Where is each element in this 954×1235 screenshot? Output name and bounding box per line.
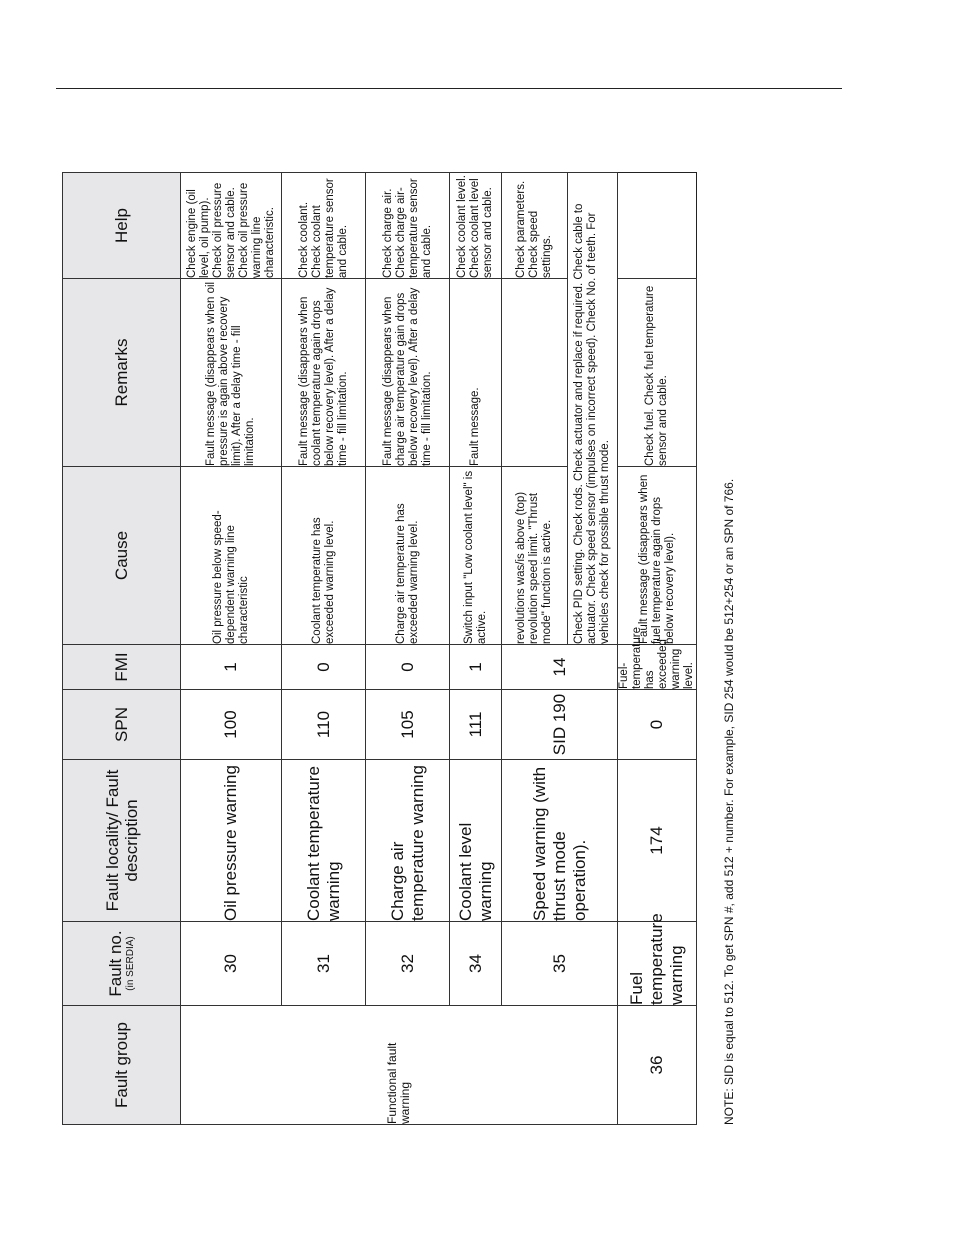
remarks-text: Fault message (disappears when oil pressure is again above recovery limit). After a delay time - fill limitation. xyxy=(181,279,282,467)
fault-table xyxy=(62,172,697,1125)
spn-value: 174 xyxy=(618,760,697,922)
help-text: Check charge air. Check charge air-temperature sensor and cable. xyxy=(366,173,450,279)
fault-no: 32 xyxy=(366,922,450,1006)
spn-value: 111 xyxy=(450,690,502,760)
help-text: Check coolant. Check coolant temperature sensor and cable. xyxy=(282,173,366,279)
header-spn: SPN xyxy=(63,690,181,760)
table-row xyxy=(450,173,502,1125)
help-text: Check coolant level. Check coolant level sensor and cable. xyxy=(450,173,502,279)
fmi-value: 0 xyxy=(282,645,366,690)
fmi-value: 0 xyxy=(618,690,697,760)
spn-value: 105 xyxy=(366,690,450,760)
cause-text: Fuel-temperature has exceeded warning level. xyxy=(618,626,695,689)
fault-description: Fuel temperature warning xyxy=(618,922,697,1006)
spn-value: SID 190 xyxy=(502,690,618,760)
table-row xyxy=(502,173,568,1125)
fmi-value: 1 xyxy=(181,645,282,690)
fault-no: 30 xyxy=(181,922,282,1006)
fault-description: Speed warning (with thrust mode operation). xyxy=(502,760,618,922)
fault-description: Oil pressure warning xyxy=(181,760,282,922)
speed-warning-note: Check PID setting. Check rods. Check actuator and replace if required. Check cable to actuator. Check speed sensor (impulses on incorrect speed). Check No. of teeth. For vehicles check for possible thrust mode. xyxy=(568,173,618,645)
spn-value: 110 xyxy=(282,690,366,760)
header-fault-no xyxy=(63,922,181,1006)
remarks-text: Fault message (disappears when coolant temperature again drops below recovery level). After a delay time - fill limitation. xyxy=(282,279,366,467)
table-row xyxy=(282,173,366,1125)
footnote: NOTE: SID is equal to 512. To get SPN #, add 512 + number. For example, SID 254 would be 512+254 or an SPN of 766. xyxy=(722,478,736,1125)
fmi-value: 14 xyxy=(502,645,618,690)
fault-description: Charge air temperature warning xyxy=(366,760,450,922)
header-remarks: Remarks xyxy=(63,279,181,467)
spn-value: 100 xyxy=(181,690,282,760)
header-help: Help xyxy=(63,173,181,279)
header-fault-group: Fault group xyxy=(63,1006,181,1125)
fault-no: 31 xyxy=(282,922,366,1006)
header-locality: Fault locality/ Fault description xyxy=(63,760,181,922)
fmi-value: 1 xyxy=(450,645,502,690)
rotated-table-page xyxy=(62,173,752,1125)
table-row xyxy=(181,173,282,1125)
cause-text: Oil pressure below speed-dependent warning line characteristic xyxy=(181,467,282,645)
header-fmi: FMI xyxy=(63,645,181,690)
table-row xyxy=(618,173,697,1125)
cause-text: revolutions was/is above (top) revolution speed limit. "Thrust mode" function is active. xyxy=(502,467,568,645)
help-text: Check parameters. Check speed settings. xyxy=(502,173,568,279)
help-text: Check engine (oil level, oil pump). Check oil pressure sensor and cable. Check oil pressure warning line characteristic. xyxy=(181,173,282,279)
fault-description: Coolant level warning xyxy=(450,760,502,922)
fmi-value: 0 xyxy=(366,645,450,690)
fault-no: 35 xyxy=(502,922,618,1006)
table-row xyxy=(366,173,450,1125)
fault-group-cell: Functional fault warning xyxy=(181,1006,618,1125)
remarks-text: Fault message. xyxy=(450,279,502,467)
remarks-text: Fault message (disappears when charge air temperature gain drops below recovery level). After a delay time - fill limitation. xyxy=(366,279,450,467)
remarks-text: Fault message (disappears when fuel temperature again drops below recovery level). xyxy=(618,467,697,645)
cause-text: Switch input "Low coolant level" is active. xyxy=(450,467,502,645)
help-text: Check fuel. Check fuel temperature sensor and cable. xyxy=(618,279,697,467)
header-cause: Cause xyxy=(63,467,181,645)
header-row xyxy=(63,173,181,1125)
remarks-text xyxy=(502,279,568,467)
top-rule xyxy=(56,88,842,89)
cause-text: Charge air temperature has exceeded warning level. xyxy=(366,467,450,645)
header-fault-no-sub: (in SERDIA) xyxy=(125,936,136,991)
fault-no: 36 xyxy=(618,1006,697,1125)
header-fault-no-label: Fault no. xyxy=(106,930,125,997)
cause-text: Coolant temperature has exceeded warning level. xyxy=(282,467,366,645)
fault-no: 34 xyxy=(450,922,502,1006)
fault-description: Coolant temperature warning xyxy=(282,760,366,922)
